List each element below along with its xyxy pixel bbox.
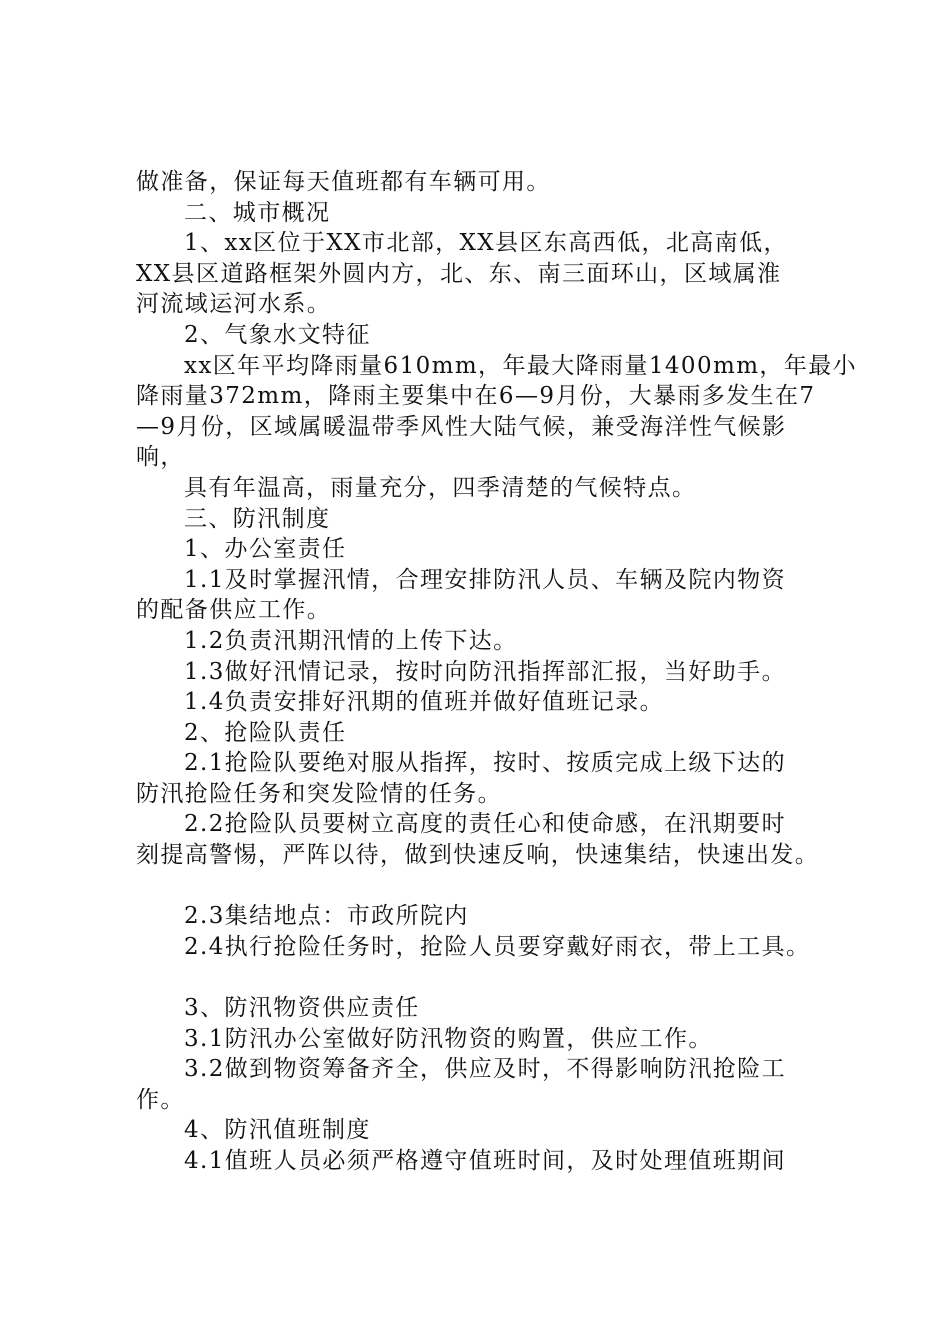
text-line-15: 的配备供应工作。	[136, 597, 332, 624]
subheading-weather-hydrology: 2、气象水文特征	[184, 321, 371, 348]
text-line-5: 河流域运河水系。	[136, 291, 332, 318]
subheading-duty-roster: 4、防汛值班制度	[184, 1117, 371, 1144]
section-heading-flood-system: 三、防汛制度	[184, 505, 331, 532]
text-line-17: 1.3做好汛情记录，按时向防汛指挥部汇报，当好助手。	[184, 658, 786, 685]
blank-line	[136, 962, 846, 993]
subheading-rescue-team-duty: 2、抢险队责任	[184, 719, 347, 746]
text-line-31: 作。	[136, 1086, 185, 1113]
text-line-7: xx区年平均降雨量610mm，年最大降雨量1400mm，年最小	[184, 352, 858, 379]
document-body	[136, 167, 858, 1177]
text-line-21: 防汛抢险任务和突发险情的任务。	[136, 780, 502, 807]
text-line-25: 2.3集结地点：市政所院内	[184, 903, 469, 930]
text-line-14: 1.1及时掌握汛情，合理安排防汛人员、车辆及院内物资	[184, 566, 786, 593]
text-line-30: 3.2做到物资筹备齐全，供应及时，不得影响防汛抢险工	[184, 1056, 786, 1083]
blank-line	[136, 871, 846, 902]
subheading-supplies-duty: 3、防汛物资供应责任	[184, 995, 420, 1022]
section-heading-city-overview: 二、城市概况	[184, 199, 331, 226]
text-line-9: —9月份，区域属暖温带季风性大陆气候，兼受海洋性气候影	[136, 413, 787, 440]
text-line-1: 做准备，保证每天值班都有车辆可用。	[136, 169, 551, 195]
text-line-10: 响，	[136, 444, 185, 471]
subheading-office-duty: 1、办公室责任	[184, 536, 347, 563]
text-line-20: 2.1抢险队要绝对服从指挥，按时、按质完成上级下达的	[184, 750, 786, 777]
text-line-8: 降雨量372mm，降雨主要集中在6—9月份，大暴雨多发生在7	[136, 383, 816, 410]
text-line-18: 1.4负责安排好汛期的值班并做好值班记录。	[184, 689, 664, 716]
text-line-33: 4.1值班人员必须严格遵守值班时间，及时处理值班期间	[184, 1148, 786, 1174]
text-line-16: 1.2负责汛期汛情的上传下达。	[184, 627, 518, 654]
text-line-22: 2.2抢险队员要树立高度的责任心和使命感，在汛期要时	[184, 811, 786, 838]
text-line-23: 刻提高警惕，严阵以待，做到快速反响，快速集结，快速出发。	[136, 842, 820, 869]
text-line-3: 1、xx区位于XX市北部，XX县区东高西低，北高南低，	[184, 230, 788, 257]
text-line-26: 2.4执行抢险任务时，抢险人员要穿戴好雨衣，带上工具。	[184, 933, 811, 960]
text-line-29: 3.1防汛办公室做好防汛物资的购置，供应工作。	[184, 1025, 713, 1052]
text-line-4: XX县区道路框架外圆内方，北、东、南三面环山，区域属淮	[136, 260, 782, 287]
text-line-11: 具有年温高，雨量充分，四季清楚的气候特点。	[184, 474, 697, 501]
